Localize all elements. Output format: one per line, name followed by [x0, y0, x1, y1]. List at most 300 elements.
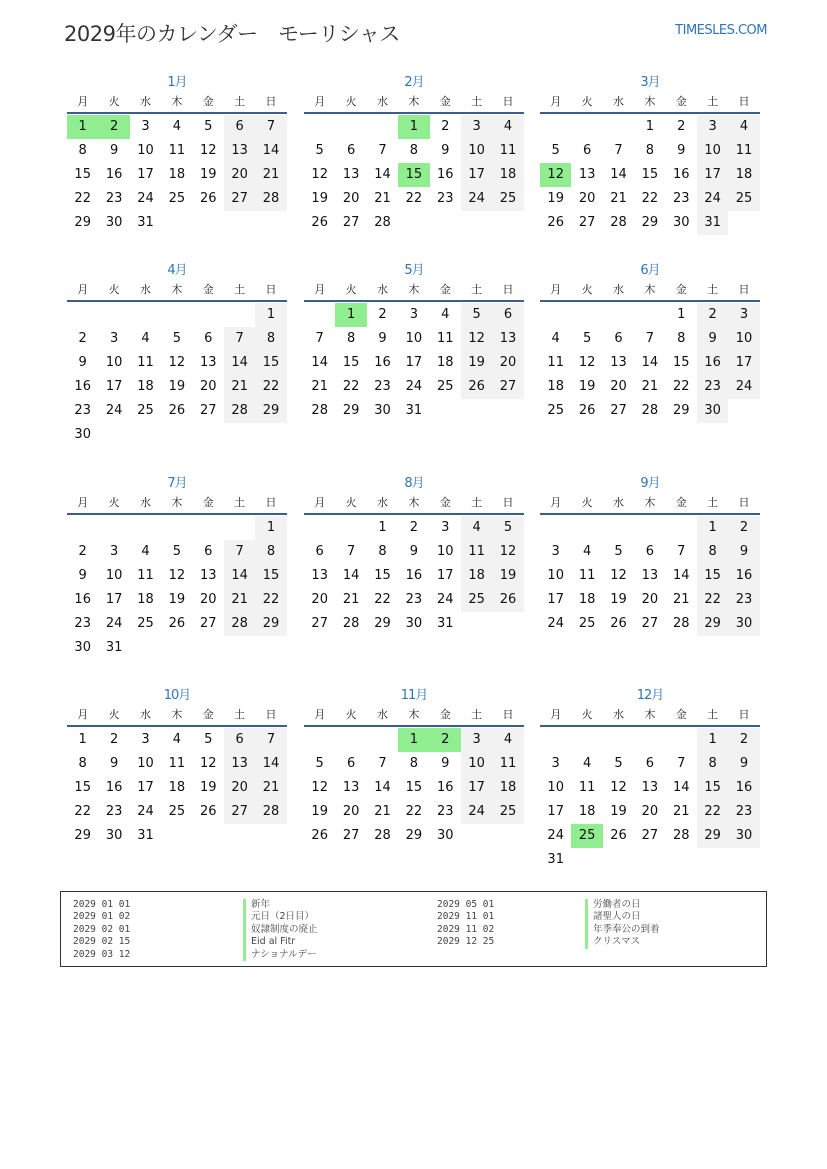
calendar-day: 23: [74, 403, 91, 418]
month-name: 7月: [167, 476, 187, 491]
calendar-day: 13: [578, 167, 596, 182]
calendar-day: 14: [610, 167, 627, 182]
calendar-day: 24: [461, 187, 492, 211]
day-empty: [603, 303, 634, 327]
month-block: [67, 474, 287, 660]
calendar-day: 26: [199, 804, 217, 819]
calendar-day: 9: [78, 355, 87, 370]
weekday-header: 火: [581, 708, 593, 721]
calendar-day: 19: [492, 564, 523, 588]
calendar-day: 21: [374, 804, 391, 819]
month-block: [67, 73, 287, 235]
calendar-day: 11: [728, 139, 759, 163]
month-divider: [304, 725, 524, 727]
weekday-header: 月: [550, 95, 562, 108]
calendar-day: 18: [436, 355, 454, 370]
weekday-header: 土: [234, 95, 246, 108]
calendar-day: 24: [547, 828, 564, 843]
calendar-day: 15: [641, 167, 659, 182]
calendar-day: 3: [409, 307, 418, 322]
calendar-day: 14: [374, 167, 391, 182]
calendar-day: 2: [728, 728, 759, 752]
calendar-day: 10: [137, 756, 154, 771]
calendar-day: 5: [315, 143, 324, 158]
calendar-day: 25: [168, 804, 186, 819]
brand-logo[interactable]: TIMESLES.COM: [675, 23, 767, 38]
calendar-day: 8: [697, 752, 728, 776]
calendar-day: 26: [168, 616, 186, 631]
calendar-day: 30: [728, 612, 759, 636]
calendar-day: 8: [645, 143, 654, 158]
calendar-day: 5: [315, 756, 324, 771]
legend-holiday-name: 労働者の日: [585, 899, 660, 911]
month-block: [304, 261, 524, 423]
calendar-day: 23: [436, 804, 454, 819]
calendar-day: 18: [168, 167, 186, 182]
calendar-day: 29: [641, 215, 659, 230]
month-name: 8月: [404, 476, 424, 491]
month-name: 1月: [167, 75, 187, 90]
calendar-day: 4: [141, 331, 150, 346]
calendar-day: 25: [137, 403, 154, 418]
weekday-header: 月: [77, 95, 89, 108]
calendar-day: 10: [461, 139, 492, 163]
calendar-day: 9: [677, 143, 686, 158]
calendar-day: 5: [172, 331, 181, 346]
day-empty: [571, 115, 602, 139]
weekday-header: 水: [376, 95, 388, 108]
day-empty: [304, 516, 335, 540]
calendar-day: 1: [645, 119, 654, 134]
weekday-header: 日: [738, 283, 750, 296]
calendar-day: 27: [342, 828, 360, 843]
legend-holiday-name: Eid al Fitr: [243, 936, 318, 948]
calendar-day: 16: [672, 167, 690, 182]
calendar-day: 3: [697, 115, 728, 139]
weekday-header: 木: [408, 283, 420, 296]
holiday-day: 1: [67, 115, 98, 139]
month-block: [67, 261, 287, 447]
calendar-day: 17: [137, 167, 154, 182]
calendar-day: 8: [409, 143, 418, 158]
calendar-day: 14: [672, 780, 690, 795]
calendar-day: 6: [492, 303, 523, 327]
calendar-day: 4: [728, 115, 759, 139]
calendar-day: 20: [342, 191, 360, 206]
calendar-day: 30: [697, 399, 728, 423]
weekday-header: 日: [738, 496, 750, 509]
calendar-day: 21: [672, 592, 690, 607]
calendar-day: 1: [677, 307, 686, 322]
calendar-day: 30: [405, 616, 423, 631]
calendar-day: 13: [342, 780, 360, 795]
calendar-day: 24: [436, 592, 454, 607]
weekday-header: 土: [471, 496, 483, 509]
calendar-day: 24: [137, 804, 154, 819]
weekday-header: 火: [345, 708, 357, 721]
calendar-day: 15: [374, 568, 391, 583]
calendar-day: 31: [405, 403, 423, 418]
weekday-header: 火: [108, 95, 120, 108]
month-block: [304, 686, 524, 848]
month-name: 10月: [163, 688, 191, 703]
calendar-day: 20: [224, 776, 255, 800]
calendar-day: 25: [137, 616, 154, 631]
calendar-day: 30: [374, 403, 391, 418]
calendar-day: 8: [378, 544, 387, 559]
holiday-legend: [60, 891, 767, 967]
day-empty: [67, 303, 98, 327]
calendar-day: 8: [346, 331, 356, 346]
calendar-day: 26: [547, 215, 564, 230]
calendar-day: 21: [342, 592, 360, 607]
calendar-day: 16: [105, 780, 123, 795]
calendar-day: 2: [697, 303, 728, 327]
weekday-header: 土: [707, 708, 719, 721]
weekday-header: 金: [439, 496, 451, 509]
calendar-day: 27: [199, 616, 217, 631]
calendar-day: 19: [311, 804, 328, 819]
calendar-day: 25: [436, 379, 454, 394]
calendar-day: 25: [547, 403, 564, 418]
weekday-header: 土: [234, 283, 246, 296]
day-empty: [540, 115, 571, 139]
weekday-header: 水: [376, 496, 388, 509]
calendar-day: 29: [405, 828, 423, 843]
calendar-day: 9: [441, 143, 450, 158]
calendar-day: 4: [582, 544, 592, 559]
calendar-day: 4: [551, 331, 560, 346]
calendar-day: 18: [492, 163, 523, 187]
calendar-day: 21: [610, 191, 627, 206]
calendar-day: 22: [405, 191, 423, 206]
calendar-day: 28: [374, 828, 391, 843]
calendar-day: 8: [677, 331, 686, 346]
calendar-day: 17: [105, 379, 123, 394]
calendar-day: 25: [168, 191, 186, 206]
calendar-day: 11: [492, 139, 523, 163]
weekday-header: 水: [612, 95, 624, 108]
month-name: 11月: [400, 688, 428, 703]
calendar-day: 22: [74, 804, 91, 819]
calendar-day: 21: [224, 588, 255, 612]
calendar-day: 15: [255, 564, 286, 588]
calendar-day: 30: [672, 215, 690, 230]
weekday-header: 月: [550, 283, 562, 296]
calendar-day: 12: [311, 780, 328, 795]
calendar-day: 5: [492, 516, 523, 540]
day-empty: [224, 303, 255, 327]
calendar-day: 4: [492, 115, 523, 139]
weekday-header: 日: [265, 95, 277, 108]
calendar-day: 1: [255, 303, 286, 327]
legend-holiday-name: 諸聖人の日: [585, 911, 660, 923]
day-empty: [130, 303, 161, 327]
calendar-day: 10: [547, 780, 564, 795]
calendar-day: 3: [141, 732, 150, 747]
calendar-day: 26: [311, 215, 328, 230]
calendar-day: 9: [728, 752, 759, 776]
weekday-header: 水: [139, 708, 151, 721]
calendar-day: 7: [255, 728, 286, 752]
month-block: [540, 686, 760, 872]
calendar-day: 6: [645, 544, 654, 559]
month-name: 9月: [640, 476, 660, 491]
calendar-day: 2: [109, 732, 119, 747]
calendar-day: 14: [374, 780, 391, 795]
month-divider: [67, 300, 287, 302]
weekday-header: 木: [171, 283, 183, 296]
calendar-day: 12: [311, 167, 328, 182]
calendar-day: 7: [677, 544, 686, 559]
calendar-day: 9: [697, 327, 728, 351]
weekday-header: 金: [675, 95, 687, 108]
calendar-day: 25: [461, 588, 492, 612]
day-empty: [367, 728, 398, 752]
calendar-day: 1: [697, 516, 728, 540]
calendar-day: 5: [614, 544, 623, 559]
holiday-day: 12: [540, 163, 571, 187]
month-divider: [304, 513, 524, 515]
calendar-day: 9: [109, 756, 119, 771]
calendar-day: 20: [641, 804, 659, 819]
calendar-day: 6: [614, 331, 623, 346]
calendar-day: 15: [74, 780, 91, 795]
calendar-day: 18: [547, 379, 564, 394]
legend-holiday-name: 年季奉公の到着: [585, 924, 660, 936]
calendar-day: 28: [311, 403, 328, 418]
day-empty: [603, 516, 634, 540]
calendar-day: 17: [461, 163, 492, 187]
calendar-day: 15: [255, 351, 286, 375]
calendar-day: 12: [610, 780, 627, 795]
calendar-day: 27: [641, 828, 659, 843]
legend-holiday-name: クリスマス: [585, 936, 660, 948]
calendar-day: 12: [578, 355, 596, 370]
calendar-day: 20: [199, 379, 217, 394]
calendar-day: 13: [224, 139, 255, 163]
calendar-day: 10: [137, 143, 154, 158]
calendar-day: 29: [672, 403, 690, 418]
calendar-day: 24: [697, 187, 728, 211]
calendar-day: 27: [311, 616, 328, 631]
page-title: 2029年のカレンダー モーリシャス: [64, 22, 400, 46]
calendar-day: 27: [224, 800, 255, 824]
calendar-day: 1: [378, 520, 387, 535]
calendar-day: 12: [168, 568, 186, 583]
calendar-day: 26: [610, 616, 627, 631]
calendar-day: 2: [378, 307, 387, 322]
calendar-day: 6: [582, 143, 592, 158]
month-divider: [304, 300, 524, 302]
weekday-header: 火: [345, 496, 357, 509]
calendar-day: 23: [436, 191, 454, 206]
calendar-day: 14: [672, 568, 690, 583]
calendar-day: 25: [492, 800, 523, 824]
calendar-day: 30: [74, 640, 91, 655]
calendar-day: 13: [199, 355, 217, 370]
weekday-header: 火: [581, 95, 593, 108]
calendar-day: 7: [677, 756, 686, 771]
calendar-day: 6: [315, 544, 324, 559]
month-block: [67, 686, 287, 848]
calendar-day: 6: [645, 756, 654, 771]
calendar-day: 16: [436, 780, 454, 795]
weekday-header: 土: [707, 283, 719, 296]
calendar-day: 22: [255, 375, 286, 399]
calendar-day: 13: [641, 568, 659, 583]
calendar-day: 13: [342, 167, 360, 182]
calendar-day: 26: [199, 191, 217, 206]
weekday-header: 月: [77, 496, 89, 509]
calendar-day: 20: [641, 592, 659, 607]
month-name: 2月: [404, 75, 424, 90]
calendar-day: 19: [311, 191, 328, 206]
weekday-header: 水: [612, 708, 624, 721]
calendar-day: 24: [461, 800, 492, 824]
weekday-header: 水: [612, 496, 624, 509]
month-name: 6月: [640, 263, 660, 278]
calendar-day: 21: [311, 379, 328, 394]
calendar-day: 7: [315, 331, 324, 346]
calendar-day: 23: [405, 592, 423, 607]
calendar-day: 11: [578, 568, 596, 583]
calendar-day: 15: [405, 780, 423, 795]
weekday-header: 金: [202, 283, 214, 296]
calendar-day: 12: [492, 540, 523, 564]
calendar-day: 24: [547, 616, 564, 631]
calendar-day: 7: [378, 756, 387, 771]
weekday-header: 日: [502, 283, 514, 296]
calendar-day: 20: [492, 351, 523, 375]
weekday-header: 日: [265, 496, 277, 509]
holiday-day: 1: [398, 728, 429, 752]
weekday-header: 火: [108, 283, 120, 296]
legend-date: 2029 01 01: [73, 899, 131, 910]
day-empty: [335, 115, 366, 139]
legend-date: 2029 12 25: [437, 936, 495, 948]
weekday-header: 金: [675, 283, 687, 296]
day-empty: [193, 303, 224, 327]
calendar-day: 18: [578, 592, 596, 607]
calendar-day: 10: [105, 568, 123, 583]
day-empty: [304, 115, 335, 139]
calendar-day: 19: [199, 780, 217, 795]
weekday-header: 金: [675, 708, 687, 721]
calendar-day: 6: [346, 756, 356, 771]
calendar-day: 3: [141, 119, 150, 134]
calendar-day: 12: [461, 327, 492, 351]
legend-date: 2029 02 01: [73, 923, 131, 935]
calendar-day: 14: [311, 355, 328, 370]
day-empty: [304, 728, 335, 752]
calendar-day: 29: [697, 824, 728, 848]
weekday-header: 月: [314, 283, 326, 296]
weekday-header: 金: [202, 496, 214, 509]
legend-right-names: [585, 899, 660, 949]
calendar-day: 1: [78, 732, 87, 747]
weekday-header: 金: [675, 496, 687, 509]
calendar-day: 17: [697, 163, 728, 187]
calendar-day: 12: [610, 568, 627, 583]
calendar-day: 3: [461, 728, 492, 752]
month-block: [540, 474, 760, 636]
calendar-day: 9: [78, 568, 87, 583]
calendar-day: 4: [492, 728, 523, 752]
holiday-day: 1: [398, 115, 429, 139]
calendar-day: 3: [441, 520, 450, 535]
day-empty: [161, 516, 192, 540]
calendar-day: 9: [728, 540, 759, 564]
weekday-header: 金: [202, 95, 214, 108]
calendar-day: 22: [641, 191, 659, 206]
legend-holiday-name: ナショナルデー: [243, 949, 318, 961]
calendar-day: 4: [172, 119, 181, 134]
calendar-day: 10: [461, 752, 492, 776]
legend-right-dates: [437, 899, 494, 949]
weekday-header: 日: [265, 708, 277, 721]
calendar-day: 19: [168, 592, 186, 607]
calendar-day: 25: [492, 187, 523, 211]
calendar-day: 16: [405, 568, 423, 583]
weekday-header: 火: [581, 496, 593, 509]
calendar-day: 10: [697, 139, 728, 163]
day-empty: [540, 303, 571, 327]
calendar-day: 23: [374, 379, 391, 394]
calendar-day: 22: [697, 588, 728, 612]
calendar-day: 18: [137, 592, 154, 607]
month-divider: [67, 513, 287, 515]
calendar-day: 30: [728, 824, 759, 848]
calendar-day: 15: [672, 355, 690, 370]
weekday-header: 月: [550, 708, 562, 721]
calendar-day: 29: [697, 612, 728, 636]
legend-date: 2029 11 01: [437, 911, 495, 923]
weekday-header: 木: [644, 496, 656, 509]
month-block: [304, 474, 524, 636]
weekday-header: 水: [376, 283, 388, 296]
month-divider: [304, 112, 524, 114]
calendar-day: 7: [255, 115, 286, 139]
weekday-header: 木: [644, 283, 656, 296]
calendar-day: 4: [441, 307, 450, 322]
calendar-day: 21: [641, 379, 659, 394]
weekday-header: 土: [234, 496, 246, 509]
calendar-day: 1: [697, 728, 728, 752]
weekday-header: 火: [345, 95, 357, 108]
calendar-day: 28: [672, 828, 690, 843]
calendar-day: 7: [224, 540, 255, 564]
calendar-day: 12: [199, 756, 217, 771]
month-name: 3月: [640, 75, 660, 90]
weekday-header: 日: [502, 708, 514, 721]
calendar-day: 5: [582, 331, 592, 346]
calendar-day: 10: [728, 327, 759, 351]
day-empty: [666, 728, 697, 752]
month-divider: [67, 112, 287, 114]
calendar-day: 14: [224, 351, 255, 375]
calendar-day: 7: [614, 143, 623, 158]
calendar-day: 14: [224, 564, 255, 588]
day-empty: [335, 516, 366, 540]
calendar-day: 16: [74, 379, 91, 394]
calendar-day: 24: [728, 375, 759, 399]
calendar-day: 24: [105, 403, 123, 418]
legend-date: 2029 03 12: [73, 948, 131, 960]
calendar-day: 4: [582, 756, 592, 771]
calendar-day: 3: [551, 756, 560, 771]
calendar-day: 25: [578, 616, 596, 631]
